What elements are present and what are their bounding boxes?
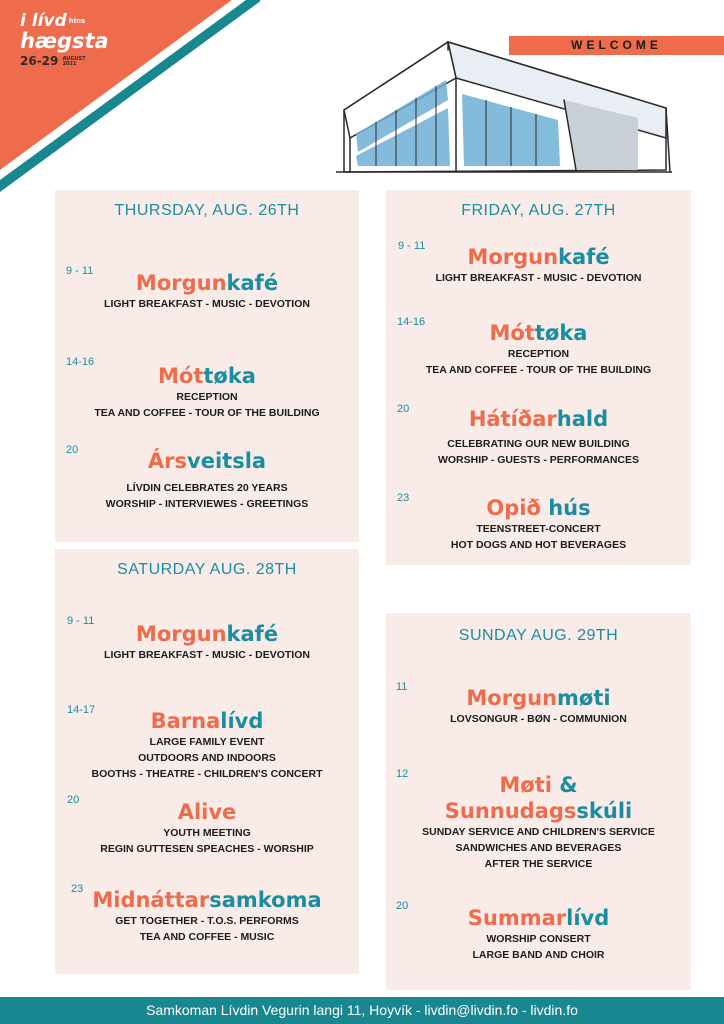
event-title: Opið hús	[486, 496, 591, 520]
event-morgunkafe: Morgunkafé LIGHT BREAKFAST - MUSIC - DEVOTION	[55, 270, 359, 312]
event-mottoka: Móttøka RECEPTION TEA AND COFFEE - TOUR OF THE BUILDING	[386, 320, 691, 378]
event-time: 20	[67, 794, 80, 806]
sunday-panel	[386, 613, 691, 990]
event-time: 9 - 11	[66, 265, 94, 277]
event-alive: Alive YOUTH MEETING REGIN GUTTESEN SPEACHES - WORSHIP	[55, 799, 359, 857]
event-midnattarsamkoma: Midnáttarsamkoma GET TOGETHER - T.O.S. PERFORMS TEA AND COFFEE - MUSIC	[55, 887, 359, 945]
event-morgunkafe: Morgunkafé LIGHT BREAKFAST - MUSIC - DEVOTION	[386, 244, 691, 286]
event-title: Móttøka	[158, 364, 256, 388]
event-arsveitsla: Ársveitsla LÍVDIN CELEBRATES 20 YEARS WORSHIP - INTERVIEWES - GREETINGS	[55, 448, 359, 512]
event-barnalivd: Barnalívd LARGE FAMILY EVENT OUTDOORS AND INDOORS BOOTHS - THEATRE - CHILDREN'S CONCERT	[55, 708, 359, 782]
day-heading: FRIDAY, AUG. 27TH	[461, 202, 616, 219]
event-time: 11	[396, 681, 408, 693]
day-heading: THURSDAY, AUG. 26TH	[114, 202, 300, 219]
event-title: Morgunmøti	[466, 686, 611, 710]
event-opid-hus: Opið hús TEENSTREET-CONCERT HOT DOGS AND HOT BEVERAGES	[386, 495, 691, 553]
festival-logo: i lívd hins hægsta 26-29 AUGUST 2021	[20, 11, 109, 68]
event-summarlivd: Summarlívd WORSHIP CONSERT LARGE BAND AND CHOIR	[386, 905, 691, 963]
building-illustration	[336, 38, 676, 180]
event-morgunmoti: Morgunmøti LOVSONGUR - BØN - COMMUNION	[386, 685, 691, 727]
day-heading: SUNDAY AUG. 29TH	[458, 627, 619, 644]
event-title: Møti &	[499, 773, 578, 797]
event-title: Summarlívd	[467, 906, 610, 930]
event-mottoka: Móttøka RECEPTION TEA AND COFFEE - TOUR OF THE BUILDING	[55, 363, 359, 421]
event-time: 20	[66, 444, 79, 456]
event-title: Barnalívd	[150, 709, 264, 733]
event-title: Ársveitsla	[147, 449, 267, 473]
welcome-banner: WELCOME	[509, 36, 724, 55]
event-title: Hátíðarhald	[468, 407, 609, 431]
event-title: Midnáttarsamkoma	[92, 888, 322, 912]
thursday-panel	[55, 190, 359, 542]
event-title: Morgunkafé	[135, 271, 279, 295]
event-hatidarhald: Hátíðarhald CELEBRATING OUR NEW BUILDING WORSHIP - GUESTS - PERFORMANCES	[386, 406, 691, 468]
event-time: 14-16	[397, 316, 426, 328]
event-time: 20	[397, 403, 410, 415]
event-time: 20	[396, 900, 409, 912]
event-title: Morgunkafé	[467, 245, 610, 269]
event-title-line2: Sunnudagsskúli	[444, 799, 633, 823]
event-time: 12	[396, 768, 409, 780]
friday-panel	[386, 190, 691, 565]
event-title: Alive	[177, 800, 237, 824]
footer-contact: Samkoman Lívdin Vegurin langi 11, Hoyvík - livdin@livdin.fo - livdin.fo	[0, 997, 724, 1024]
event-time: 23	[397, 492, 410, 504]
event-title: Morgunkafé	[135, 622, 279, 646]
event-time: 14-16	[66, 356, 95, 368]
event-time: 23	[71, 883, 84, 895]
event-time: 9 - 11	[398, 240, 426, 252]
day-heading: SATURDAY AUG. 28TH	[117, 561, 297, 578]
event-time: 14-17	[67, 704, 96, 716]
event-morgunkafe: Morgunkafé LIGHT BREAKFAST - MUSIC - DEVOTION	[55, 621, 359, 663]
event-title: Móttøka	[489, 321, 588, 345]
event-moti-sunnudagsskuli: Møti & Sunnudagsskúli SUNDAY SERVICE AND CHILDREN'S SERVICE SANDWICHES AND BEVERAGES AFTER THE SERVICE	[386, 772, 691, 872]
event-time: 9 - 11	[67, 615, 95, 627]
saturday-panel	[55, 549, 359, 974]
